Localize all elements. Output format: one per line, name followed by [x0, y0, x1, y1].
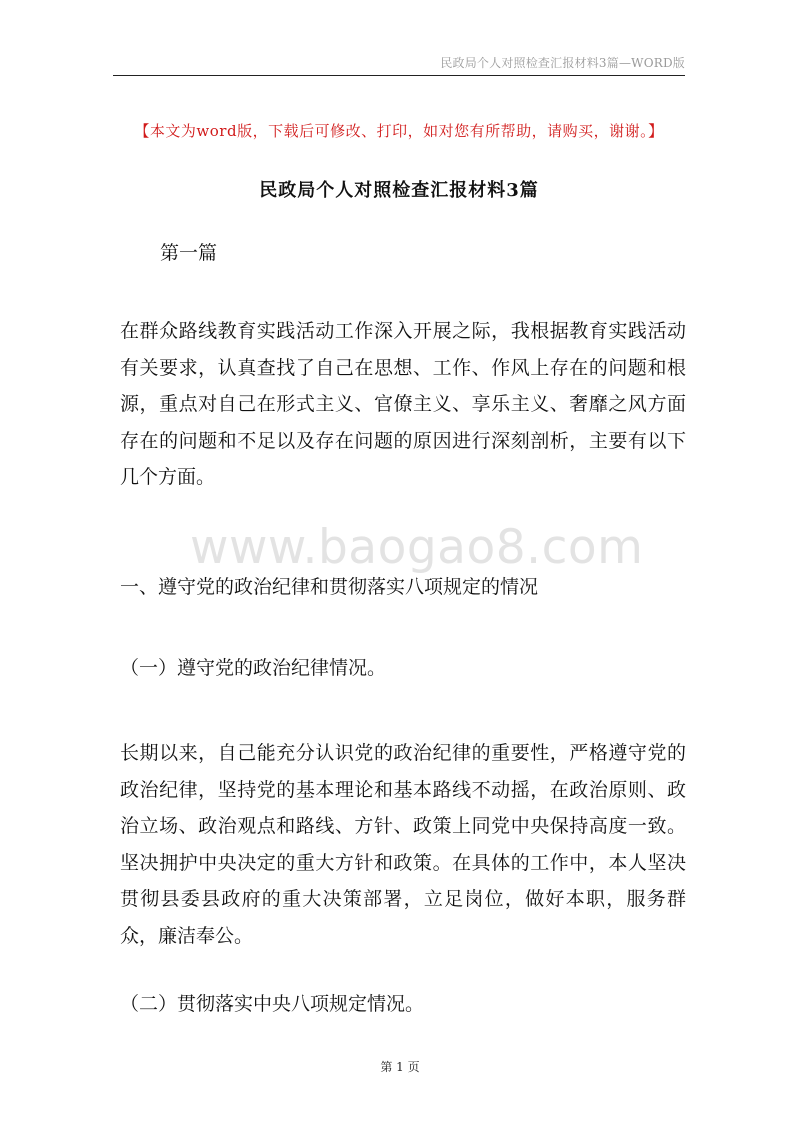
document-title: 民政局个人对照检查汇报材料3篇: [259, 180, 539, 201]
part-label: 第一篇: [160, 242, 218, 264]
watermark: www.baogao8.com: [190, 520, 644, 575]
page-number: 第 1 页: [380, 1060, 420, 1074]
subsection-heading-1: （一）遵守党的政治纪律情况。: [120, 657, 387, 679]
section-heading: 一、遵守党的政治纪律和贯彻落实八项规定的情况: [120, 576, 539, 598]
running-header: 民政局个人对照检查汇报材料3篇—WORD版: [440, 56, 685, 70]
header-divider: [113, 75, 685, 76]
subsection-1-body: 长期以来，自己能充分认识党的政治纪律的重要性，严格遵守党的政治纪律，坚持党的基本理论和基本路线不动摇，在政治原则、政治立场、政治观点和路线、方针、政策上同党中央保持高度一致。坚决拥护中央决定的重大方针和政策。在具体的工作中，本人坚决贯彻县委县政府的重大决策部署，立足岗位，做好本职，服务群众，廉洁奉公。: [120, 742, 686, 947]
subsection-heading-2: （二）贯彻落实中央八项规定情况。: [120, 993, 425, 1015]
intro-paragraph: 在群众路线教育实践活动工作深入开展之际，我根据教育实践活动有关要求，认真查找了自己在思想、工作、作风上存在的问题和根源，重点对自己在形式主义、官僚主义、享乐主义、奢靡之风方面存在的问题和不足以及存在问题的原因进行深刻剖析，主要有以下几个方面。: [120, 320, 686, 488]
purchase-notice: 【本文为word版，下载后可修改、打印，如对您有所帮助，请购买，谢谢。】: [134, 122, 664, 140]
